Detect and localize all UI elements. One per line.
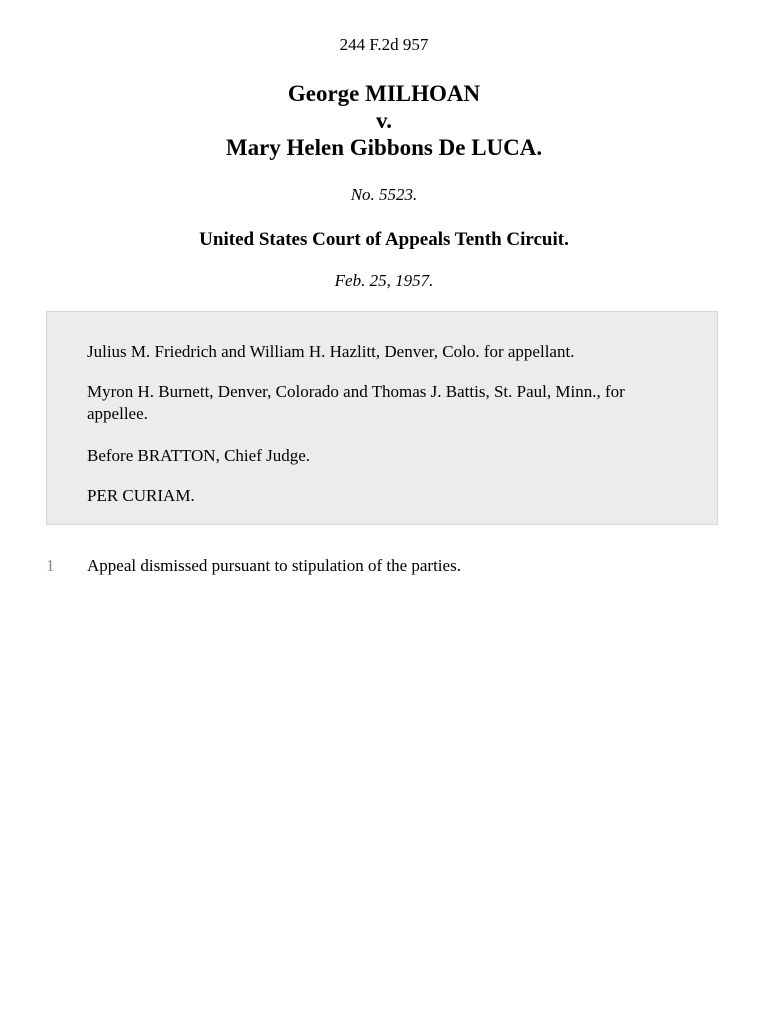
- case-caption: [0, 80, 768, 161]
- bench-line: Before BRATTON, Chief Judge.: [87, 446, 311, 465]
- opinion-type: PER CURIAM.: [87, 486, 195, 505]
- case-citation: 244 F.2d 957: [339, 35, 429, 54]
- appellant-name: George MILHOAN: [287, 81, 481, 106]
- paragraph-text: Appeal dismissed pursuant to stipulation of the parties.: [87, 556, 461, 575]
- appellant-counsel: Julius M. Friedrich and William H. Hazlitt, Denver, Colo. for appellant.: [87, 342, 575, 361]
- prelims-box: [46, 311, 718, 525]
- decision-date: Feb. 25, 1957.: [334, 271, 434, 290]
- appellee-counsel: Myron H. Burnett, Denver, Colorado and Thomas J. Battis, St. Paul, Minn., for appellee.: [87, 382, 625, 423]
- paragraph-number: 1: [46, 556, 55, 575]
- appellee-name: Mary Helen Gibbons De LUCA.: [225, 135, 543, 160]
- court-name: United States Court of Appeals Tenth Circuit.: [199, 229, 569, 250]
- versus-label: v.: [376, 108, 392, 133]
- docket-number: No. 5523.: [350, 185, 418, 204]
